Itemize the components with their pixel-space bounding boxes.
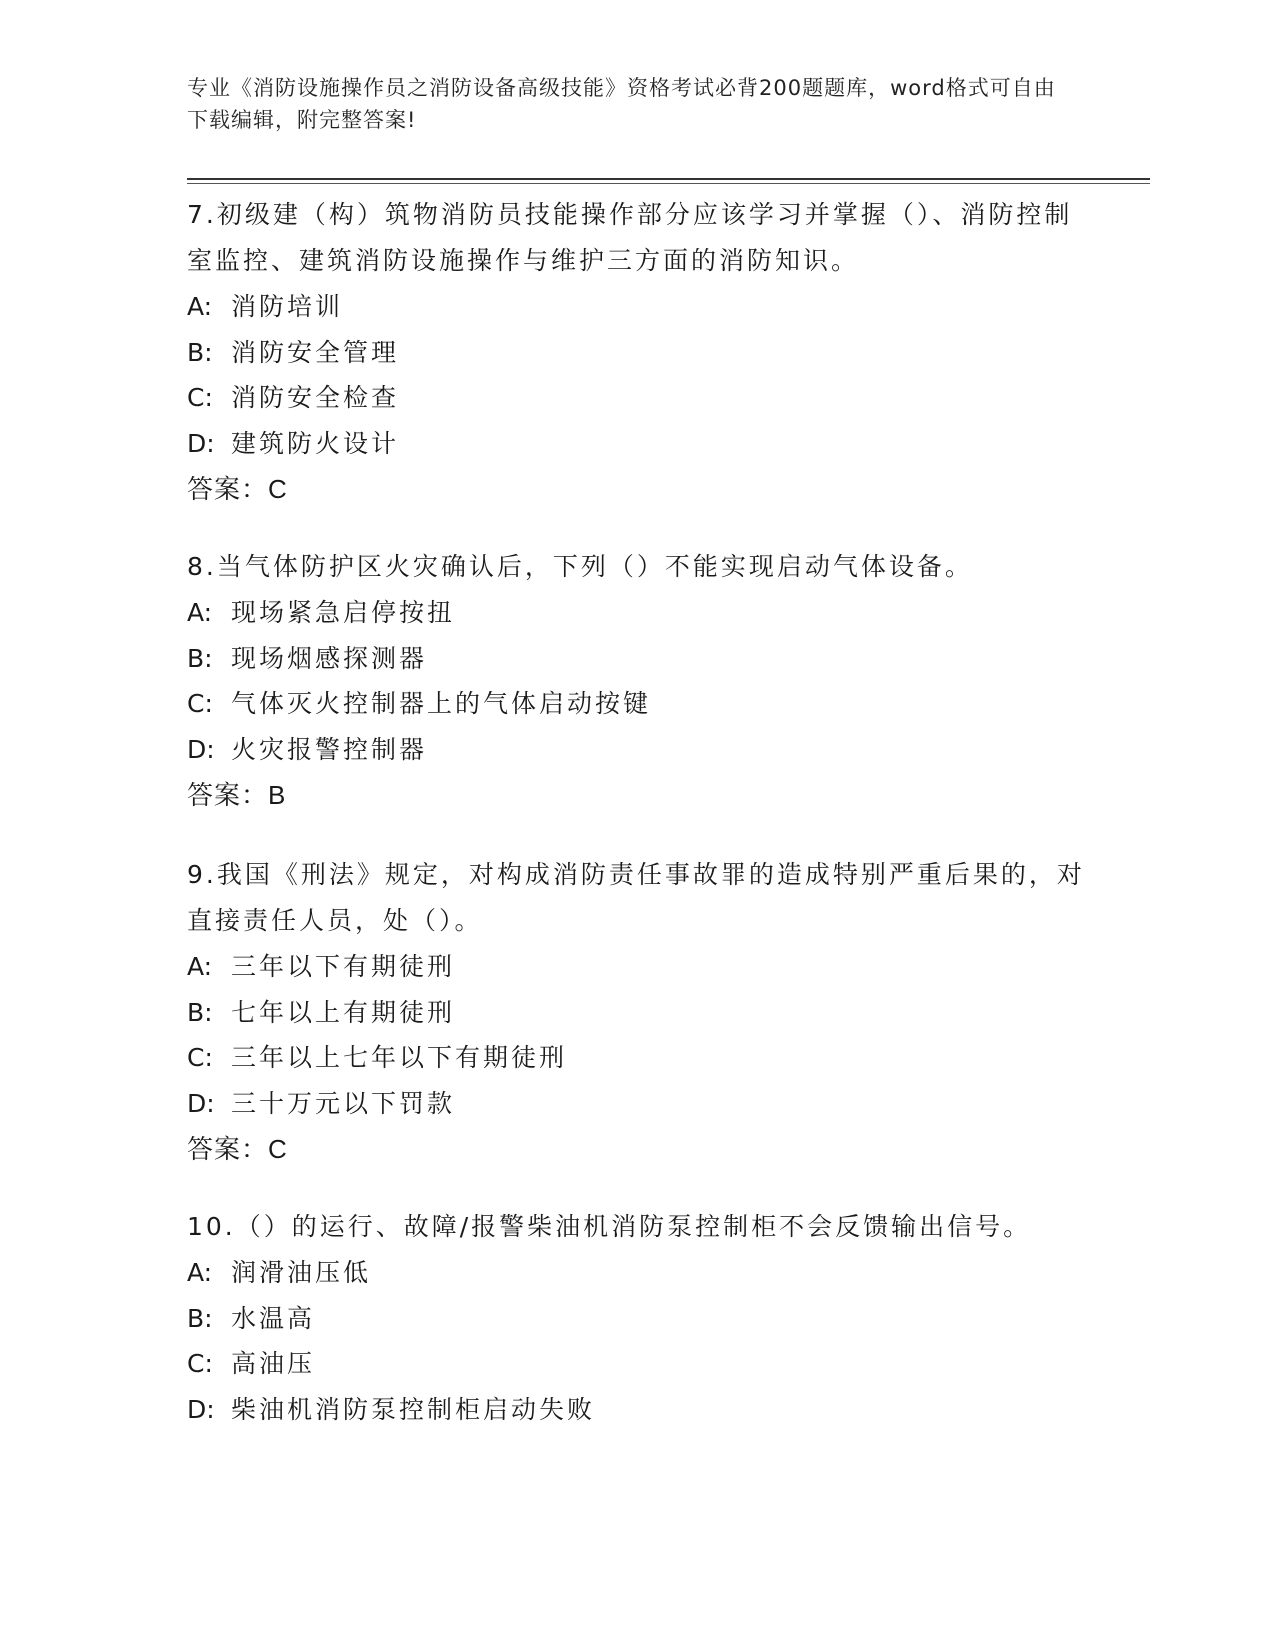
- answer-line: 答案：B: [187, 780, 287, 810]
- question-8: [187, 540, 1087, 818]
- option-text: 三年以上七年以下有期徒刑: [231, 1043, 568, 1072]
- header-divider-thin: [187, 183, 1150, 184]
- option-text: 水温高: [231, 1303, 316, 1333]
- option-letter: C:: [187, 689, 213, 718]
- option-d: [187, 727, 1087, 773]
- option-letter: A:: [187, 598, 213, 627]
- option-text: 七年以上有期徒刑: [231, 997, 456, 1027]
- option-text: 三年以下有期徒刑: [231, 952, 456, 981]
- option-text: 消防安全管理: [231, 337, 400, 367]
- option-b: [187, 1296, 1087, 1342]
- option-a: [187, 1250, 1087, 1296]
- option-text: 消防培训: [231, 292, 344, 321]
- option-d: [187, 1081, 1087, 1127]
- option-text: 气体灭火控制器上的气体启动按键: [231, 689, 652, 718]
- option-a: [187, 944, 1087, 990]
- option-c: [187, 1035, 1087, 1081]
- question-stem: 9.我国《刑法》规定，对构成消防责任事故罪的造成特别严重后果的，对直接责任人员，处（）。: [187, 860, 1085, 935]
- option-letter: B:: [187, 643, 213, 673]
- option-letter: D:: [187, 734, 215, 764]
- header-divider-thick: [187, 178, 1150, 180]
- header-text: 专业《消防设施操作员之消防设备高级技能》资格考试必背200题题库，word格式可自由下载编辑，附完整答案!: [187, 76, 1056, 132]
- option-d: [187, 421, 1087, 467]
- option-text: 火灾报警控制器: [231, 734, 428, 764]
- option-letter: A:: [187, 952, 213, 981]
- option-letter: C:: [187, 383, 213, 412]
- option-text: 建筑防火设计: [231, 428, 400, 458]
- option-d: [187, 1387, 1087, 1433]
- option-a: [187, 590, 1087, 636]
- option-text: 润滑油压低: [231, 1258, 372, 1287]
- option-c: [187, 375, 1087, 421]
- option-letter: B:: [187, 997, 213, 1027]
- option-letter: D:: [187, 428, 215, 458]
- option-text: 现场烟感探测器: [231, 643, 428, 673]
- answer-line: 答案：C: [187, 474, 288, 504]
- option-text: 三十万元以下罚款: [231, 1088, 456, 1118]
- option-letter: A:: [187, 292, 213, 321]
- option-letter: B:: [187, 1303, 213, 1333]
- option-b: [187, 636, 1087, 682]
- option-c: [187, 1341, 1087, 1387]
- option-text: 柴油机消防泵控制柜启动失败: [231, 1394, 596, 1424]
- question-stem: 10.（）的运行、故障/报警柴油机消防泵控制柜不会反馈输出信号。: [187, 1212, 1032, 1241]
- option-text: 现场紧急启停按扭: [231, 598, 456, 627]
- option-a: [187, 284, 1087, 330]
- option-letter: C:: [187, 1349, 213, 1378]
- option-b: [187, 990, 1087, 1036]
- answer-line: 答案：C: [187, 1134, 288, 1164]
- option-letter: D:: [187, 1088, 215, 1118]
- question-10: [187, 1200, 1087, 1432]
- option-letter: B:: [187, 337, 213, 367]
- option-letter: C:: [187, 1043, 213, 1072]
- option-letter: D:: [187, 1394, 215, 1424]
- question-7: [187, 188, 1087, 512]
- option-letter: A:: [187, 1258, 213, 1287]
- question-stem: 8.当气体防护区火灾确认后，下列（）不能实现启动气体设备。: [187, 552, 973, 581]
- option-b: [187, 330, 1087, 376]
- option-c: [187, 681, 1087, 727]
- option-text: 消防安全检查: [231, 383, 400, 412]
- option-text: 高油压: [231, 1349, 316, 1378]
- question-stem: 7.初级建（构）筑物消防员技能操作部分应该学习并掌握（）、消防控制室监控、建筑消防设施操作与维护三方面的消防知识。: [187, 200, 1073, 275]
- question-9: [187, 848, 1087, 1172]
